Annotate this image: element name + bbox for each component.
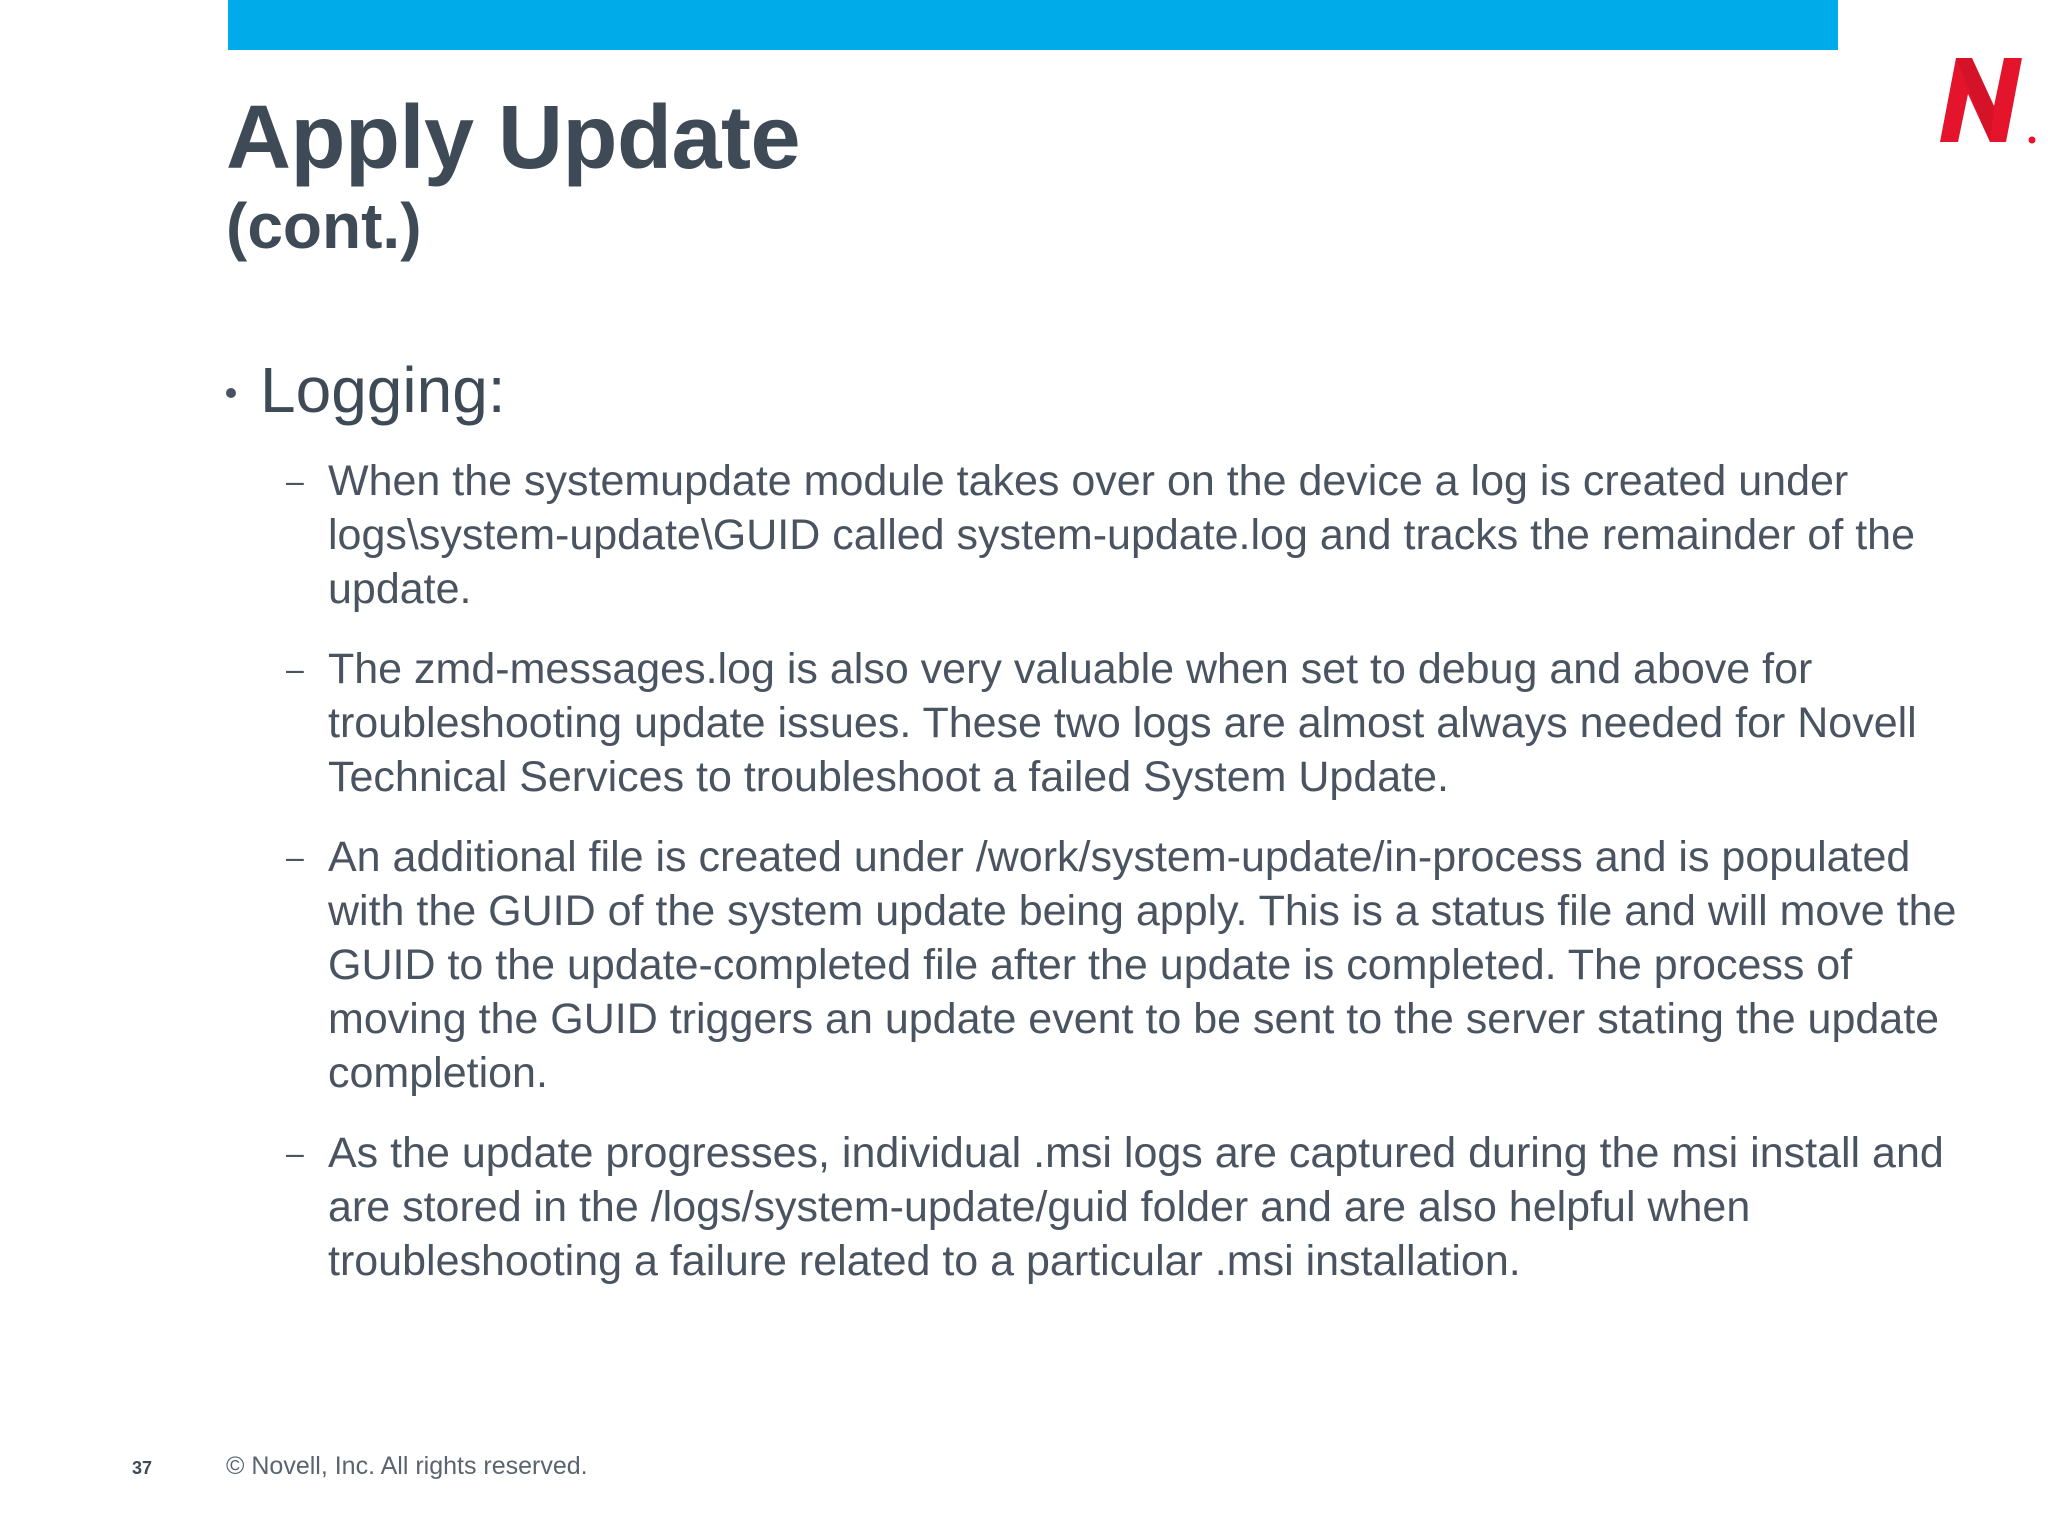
dash-icon: –: [286, 651, 304, 687]
list-item: [286, 642, 1986, 804]
dash-icon: –: [286, 463, 304, 499]
bullet-label: Logging:: [260, 354, 506, 426]
list-item-text: As the update progresses, individual .msi logs are captured during the msi install and are stored in the /logs/system-update/guid folder and are also helpful when troubleshooting a failure related to a particular .msi installation.: [328, 1129, 1944, 1285]
page-title: Apply Update: [226, 88, 801, 188]
list-item: [286, 830, 1986, 1100]
bullet-dot-icon: [226, 388, 236, 398]
bullet-logging: [226, 350, 506, 430]
accent-bar: [228, 0, 1838, 50]
sub-bullet-list: [286, 454, 1986, 1314]
list-item-text: An additional file is created under /work/system-update/in-process and is populated with the GUID of the system update being apply. This is a status file and will move the GUID to the update-completed file after the update is completed. The process of moving the GUID triggers an update event to be sent to the server stating the update completion.: [328, 833, 1957, 1097]
page-subtitle: (cont.): [226, 190, 422, 262]
list-item: [286, 454, 1986, 616]
copyright-notice: © Novell, Inc. All rights reserved.: [226, 1452, 588, 1480]
dash-icon: –: [286, 1135, 304, 1171]
page-number: 37: [132, 1458, 153, 1478]
dash-icon: –: [286, 839, 304, 875]
list-item-text: The zmd-messages.log is also very valuable when set to debug and above for troubleshooting update issues. These two logs are almost always needed for Novell Technical Services to troubleshoot a failed System Update.: [328, 645, 1917, 801]
list-item: [286, 1126, 1986, 1288]
novell-n-logo-icon: [1938, 46, 2038, 150]
list-item-text: When the systemupdate module takes over on the device a log is created under logs\system-update\GUID called system-update.log and tracks the remainder of the update.: [328, 457, 1915, 613]
